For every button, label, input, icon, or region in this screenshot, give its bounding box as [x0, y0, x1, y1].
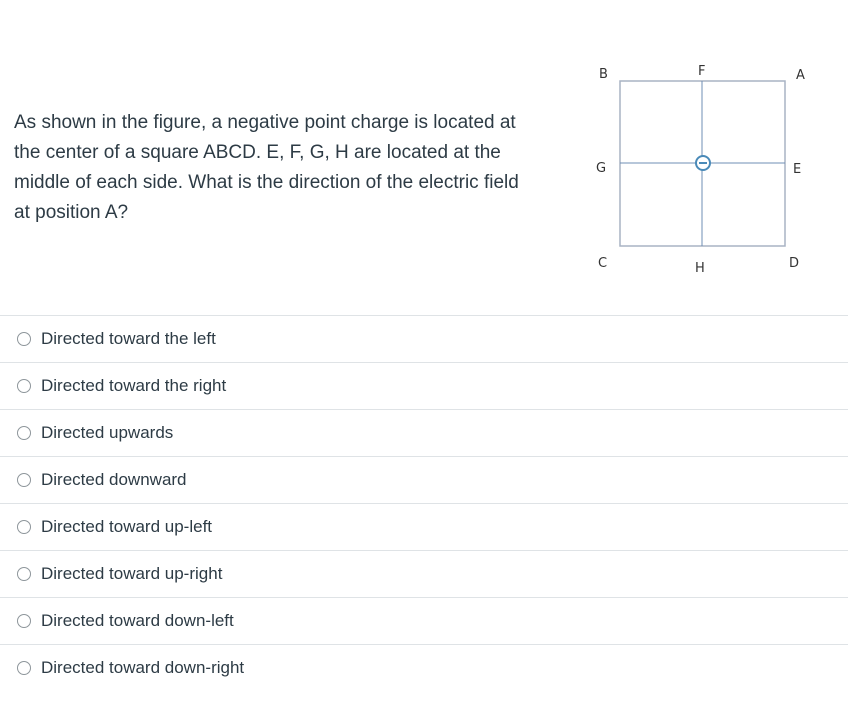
- label-c: C: [598, 256, 608, 271]
- label-b: B: [599, 67, 608, 82]
- radio-button[interactable]: [17, 661, 31, 675]
- label-f: F: [698, 64, 706, 79]
- label-a: A: [796, 68, 805, 83]
- radio-button[interactable]: [17, 520, 31, 534]
- radio-button[interactable]: [17, 473, 31, 487]
- answer-option[interactable]: [0, 644, 848, 691]
- answer-label: Directed toward down-right: [41, 658, 245, 677]
- answer-option[interactable]: [0, 456, 848, 503]
- radio-button[interactable]: [17, 567, 31, 581]
- answer-label: Directed toward down-left: [41, 611, 234, 630]
- answer-option[interactable]: [0, 597, 848, 644]
- answer-label: Directed toward up-right: [41, 564, 223, 583]
- answer-option[interactable]: [0, 503, 848, 550]
- question-text: As shown in the figure, a negative point charge is located at the center of a square ABCD. E, F, G, H are located at the middle of each side. What is the direction of the electric field at position A?: [14, 112, 519, 223]
- radio-button[interactable]: [17, 426, 31, 440]
- answer-label: Directed upwards: [41, 423, 174, 442]
- answer-label: Directed downward: [41, 470, 187, 489]
- answer-label: Directed toward the right: [41, 376, 227, 395]
- answer-label: Directed toward up-left: [41, 517, 213, 536]
- square-charge-figure: [0, 0, 848, 300]
- label-d: D: [789, 256, 800, 271]
- answer-option[interactable]: [0, 362, 848, 409]
- label-e: E: [793, 162, 802, 177]
- answer-label: Directed toward the left: [41, 329, 216, 348]
- label-h: H: [695, 261, 705, 276]
- radio-button[interactable]: [17, 379, 31, 393]
- answer-option[interactable]: [0, 409, 848, 456]
- radio-button[interactable]: [17, 332, 31, 346]
- radio-button[interactable]: [17, 614, 31, 628]
- label-g: G: [596, 161, 607, 176]
- answer-list: [0, 315, 848, 691]
- answer-option[interactable]: [0, 550, 848, 597]
- answer-option[interactable]: [0, 315, 848, 362]
- figure-svg: [0, 0, 848, 300]
